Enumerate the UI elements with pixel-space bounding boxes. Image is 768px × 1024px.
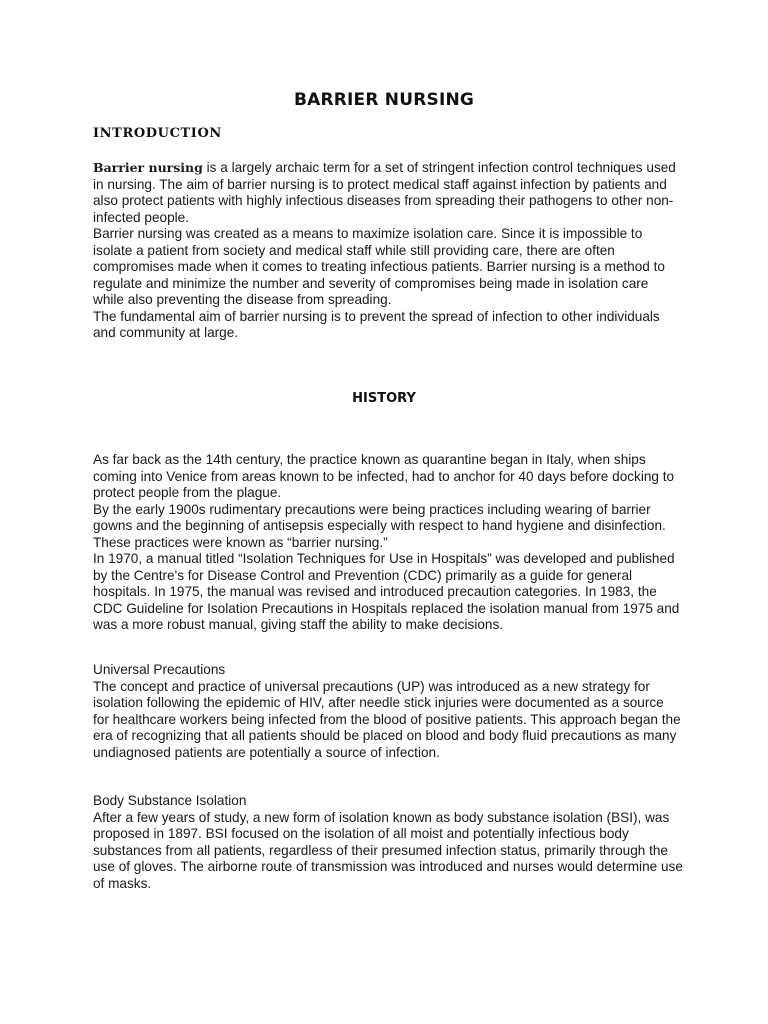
universal-precautions-paragraph: The concept and practice of universal precautions (UP) was introduced as a new strategy for isolation following the epidemic of HIV, after needle stick injuries were documented as a source for healthcare workers being infected from the blood of positive patients. This approach began the era of recognizing that all patients should be placed on blood and body fluid precautions as many undiagnosed patients are potentially a source of infection.	[93, 678, 681, 760]
universal-precautions-heading: Universal Precautions	[93, 662, 226, 677]
page-title: BARRIER NURSING	[293, 90, 475, 110]
introduction-paragraph: Barrier nursing was created as a means to maximize isolation care. Since it is impossible to isolate a patient from society and medical staff while still providing care, there are often compromises made when it comes to treating infectious patients. Barrier nursing is a method to regulate and minimize the number and severity of compromises being made in isolation care while also preventing the disease from spreading.	[93, 226, 665, 307]
history-heading: HISTORY	[352, 391, 416, 406]
introduction-heading: INTRODUCTION	[93, 126, 222, 141]
introduction-paragraph: The fundamental aim of barrier nursing is to prevent the spread of infection to other individuals and community at large.	[93, 308, 660, 340]
universal-precautions-section	[93, 662, 683, 761]
introduction-paragraph-text: is a largely archaic term for a set of stringent infection control techniques used in nursing. The aim of barrier nursing is to protect medical staff against infection by patients and also protect patients with highly infectious diseases from spreading their pathogens to other non-infected people.	[93, 160, 676, 225]
body-substance-isolation-paragraph: After a few years of study, a new form of isolation known as body substance isolation (BSI), was proposed in 1897. BSI focused on the isolation of all moist and potentially infectious body substances from all patients, regardless of their presumed infection status, primarily through the use of gloves. The airborne route of transmission was introduced and nurses would determine use of masks.	[93, 809, 683, 891]
introduction-body	[93, 160, 683, 342]
history-paragraph: In 1970, a manual titled “Isolation Techniques for Use in Hospitals” was developed and published by the Centre's for Disease Control and Prevention (CDC) primarily as a guide for general hospitals. In 1975, the manual was revised and introduced precaution categories. In 1983, the CDC Guideline for Isolation Precautions in Hospitals replaced the isolation manual from 1975 and was a more robust manual, giving staff the ability to make decisions.	[93, 551, 680, 632]
history-paragraph: As far back as the 14th century, the practice known as quarantine began in Italy, when ships coming into Venice from areas known to be infected, had to anchor for 40 days before docking to protect people from the plague.	[93, 452, 675, 500]
history-body	[93, 452, 683, 634]
body-substance-isolation-heading: Body Substance Isolation	[93, 793, 247, 808]
introduction-paragraph	[93, 160, 683, 226]
history-paragraph: By the early 1900s rudimentary precautions were being practices including wearing of barrier gowns and the beginning of antisepsis especially with respect to hand hygiene and disinfection. These practices were known as “barrier nursing.”	[93, 501, 666, 550]
lead-term: Barrier nursing	[93, 160, 203, 175]
body-substance-isolation-section	[93, 793, 683, 892]
